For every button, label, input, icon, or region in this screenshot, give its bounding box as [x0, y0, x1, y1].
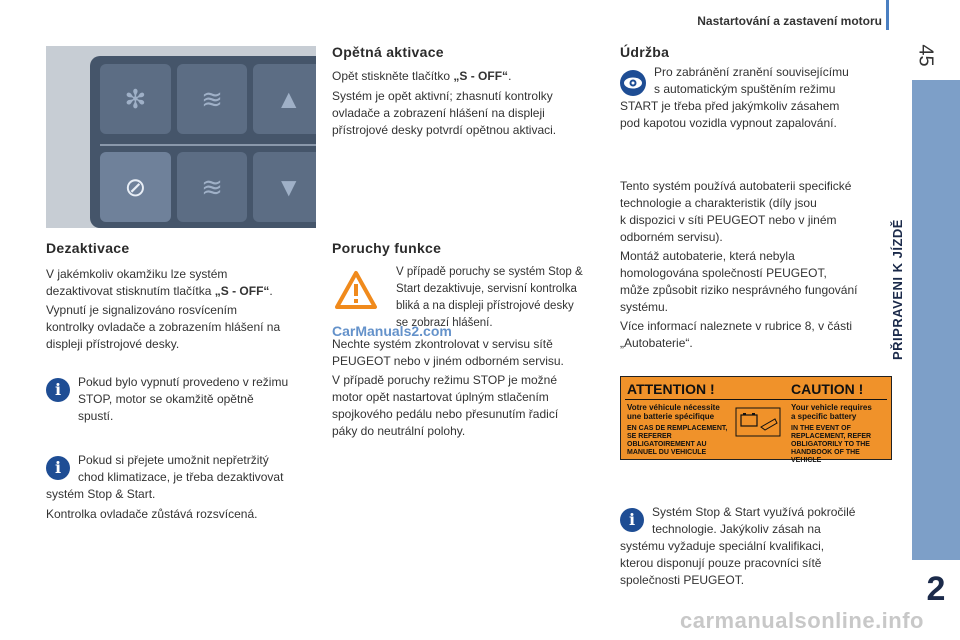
restart-paragraph: V případě poruchy režimu STOP je možné motor opět nastartovat úplným stlačením spojkového pedálu nebo přesunutím řadicí páky do neutrální polohy.	[332, 373, 559, 438]
warning-note: V případě poruchy se systém Stop & Start dezaktivuje, servisní kontrolka bliká a na displeji přístrojové desky se zobrazí hlášení.	[396, 266, 583, 329]
fan-icon: ✻	[100, 64, 171, 134]
stop-start-off-icon: ⊘	[100, 152, 171, 222]
label-en-heading: Your vehicle requires a specific battery	[791, 403, 872, 421]
chapter-title: PŘIPRAVENI K JÍZDĚ	[890, 219, 905, 360]
label-en-note: IN THE EVENT OF REPLACEMENT, REFER OBLIGATORILY TO THE HANDBOOK OF THE VEHICLE	[791, 425, 872, 464]
label-attention: ATTENTION !	[627, 381, 715, 397]
section-title: Nastartování a zastavení motoru	[697, 14, 882, 28]
front-demist-icon: ≋	[177, 64, 248, 134]
qualification-note: Systém Stop & Start využívá pokročilé technologie. Jakýkoliv zásah na systému vyžaduje speciální kvalifikaci, kterou disponují pouze pracovníci sítě společnosti PEUGEOT.	[620, 505, 856, 587]
arrow-down-icon: ▼	[253, 152, 316, 222]
battery-warning-label	[620, 376, 892, 464]
reactivation-paragraph: Opět stiskněte tlačítko „S - OFF“.	[332, 69, 512, 83]
reactivation-confirm-paragraph: Systém je opět aktivní; zhasnutí kontrolky ovladače a zobrazení hlášení na displeji přístrojové desky potvrdí opětnou aktivaci.	[332, 89, 557, 137]
watermark-carmanualsonline: carmanualsonline.info	[680, 608, 924, 633]
watermark-carmanuals2: CarManuals2.com	[332, 323, 452, 339]
label-fr-heading: Votre véhicule nécessite une batterie spécifique	[627, 403, 720, 421]
signal-paragraph: Vypnutí je signalizováno rosvícením kontrolky ovladače a zobrazením hlášení na displeji přístrojové desky.	[46, 303, 281, 351]
chapter-sidebar	[912, 80, 960, 560]
page-number: 45	[914, 44, 937, 67]
rear-demist-icon: ≋	[177, 152, 248, 222]
header-divider	[886, 0, 889, 30]
control-panel	[90, 56, 316, 228]
safety-note: Pro zabránění zranění souvisejícímu s automatickým spuštěním režimu START je třeba před jakýmkoliv zásahem pod kapotou vozidla vypnout zapalování.	[620, 65, 849, 130]
warning-icon	[334, 270, 378, 310]
battery-icon	[735, 407, 781, 437]
info-note-aircon: Pokud si přejete umožnit nepřetržitý chod klimatizace, je třeba dezaktivovat systém Stop & Start.	[46, 453, 284, 501]
battery-homologation-paragraph: Montáž autobaterie, která nebyla homologována společností PEUGEOT, může způsobit riziko nesprávného fungování systému.	[620, 249, 858, 314]
indicator-paragraph: Kontrolka ovladače zůstává rozsvícená.	[46, 507, 258, 521]
service-paragraph: Nechte systém zkontrolovat v servisu sítě PEUGEOT nebo v jiném odborném servisu.	[332, 337, 564, 368]
heading-maintenance: Údržba	[620, 44, 670, 60]
label-caution: CAUTION !	[791, 381, 864, 397]
more-info-paragraph: Více informací naleznete v rubrice 8, v části „Autobaterie“.	[620, 319, 853, 350]
info-icon: i	[46, 456, 70, 480]
info-note-restart: Pokud bylo vypnutí provedeno v režimu STOP, motor se okamžitě opětně spustí.	[78, 375, 289, 423]
chapter-number: 2	[912, 560, 960, 618]
control-panel-photo	[46, 46, 316, 228]
heading-malfunction: Poruchy funkce	[332, 240, 442, 256]
info-icon: i	[620, 508, 644, 532]
arrow-up-icon: ▲	[253, 64, 316, 134]
heading-deactivation: Dezaktivace	[46, 240, 130, 256]
info-icon: i	[46, 378, 70, 402]
deactivation-paragraph: V jakémkoliv okamžiku lze systém dezaktivovat stisknutím tlačítka „S - OFF“.	[46, 267, 273, 298]
label-fr-note: EN CAS DE REMPLACEMENT, SE REFERER OBLIGATOIREMENT AU MANUEL DU VEHICULE	[627, 425, 728, 456]
battery-technology-paragraph: Tento systém používá autobaterii specifické technologie a charakteristik (díly jsou k dispozici v síti PEUGEOT nebo v jiném odborném servisu).	[620, 179, 852, 244]
heading-reactivation: Opětná aktivace	[332, 44, 444, 60]
